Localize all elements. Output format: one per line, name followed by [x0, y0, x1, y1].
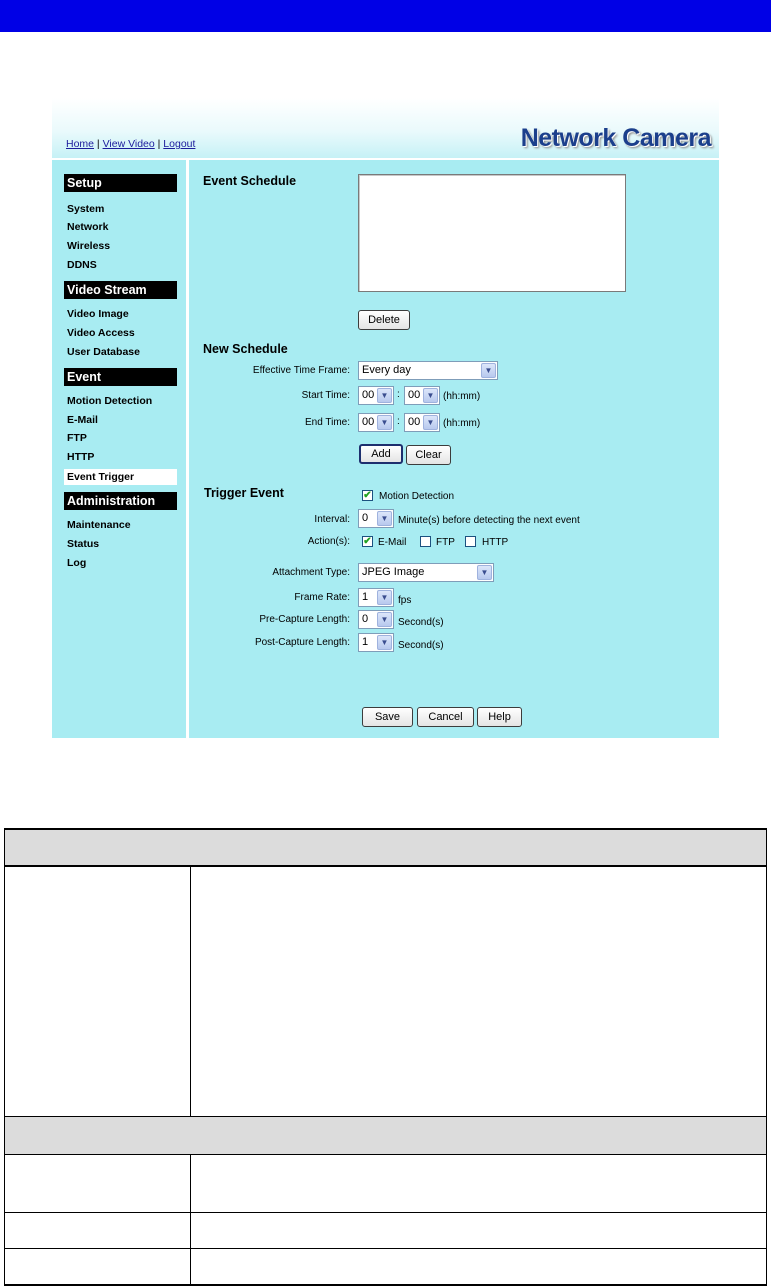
chevron-down-icon: ▼ — [481, 363, 496, 378]
motion-detection-checkbox[interactable]: ✔ — [363, 490, 372, 501]
sidebar-item-wireless[interactable]: Wireless — [67, 240, 111, 252]
help-button[interactable]: Help — [477, 707, 522, 727]
trigger-event-heading: Trigger Event — [204, 486, 284, 500]
pre-capture-length-select[interactable] — [358, 610, 394, 629]
save-button[interactable]: Save — [362, 707, 413, 727]
add-button[interactable]: Add — [359, 444, 403, 464]
start-time-hint: (hh:mm) — [443, 391, 481, 402]
pre-capture-length-value: 0 — [362, 613, 369, 625]
main-content — [192, 160, 719, 738]
chevron-down-icon: ▼ — [423, 388, 438, 403]
pre-capture-unit: Second(s) — [398, 617, 444, 628]
description-table — [4, 828, 767, 1286]
network-camera-logo: Network Camera — [520, 124, 711, 152]
sidebar-item-motion-detection[interactable]: Motion Detection — [67, 395, 153, 407]
sidebar-item-event-trigger[interactable]: Event Trigger — [64, 469, 177, 485]
end-minute-value: 00 — [408, 416, 421, 428]
chevron-down-icon: ▼ — [377, 388, 392, 403]
effective-time-frame-label: Effective Time Frame: — [252, 365, 350, 376]
frame-rate-unit: fps — [398, 595, 412, 606]
table-row — [5, 1212, 767, 1248]
event-schedule-list[interactable] — [358, 174, 626, 292]
end-hour-select[interactable] — [358, 413, 394, 432]
attachment-type-label: Attachment Type: — [272, 567, 350, 578]
sidebar-item-system[interactable]: System — [67, 203, 105, 215]
sidebar-item-http[interactable]: HTTP — [67, 451, 95, 463]
event-schedule-heading: Event Schedule — [203, 174, 297, 188]
effective-time-frame-value: Every day — [362, 364, 411, 376]
clear-button[interactable]: Clear — [406, 445, 451, 465]
chevron-down-icon: ▼ — [377, 635, 392, 650]
start-minute-value: 00 — [408, 389, 421, 401]
attachment-type-select[interactable] — [358, 563, 494, 582]
cancel-button[interactable]: Cancel — [417, 707, 474, 727]
table-row — [5, 866, 767, 1116]
logout-link[interactable]: Logout — [163, 138, 196, 150]
interval-suffix: Minute(s) before detecting the next event — [398, 515, 580, 526]
sidebar-item-log[interactable]: Log — [67, 557, 87, 569]
interval-select[interactable] — [358, 509, 394, 528]
sidebar — [52, 160, 189, 738]
sidebar-item-network[interactable]: Network — [67, 221, 109, 233]
frame-rate-value: 1 — [362, 591, 369, 603]
sidebar-section-administration: Administration — [64, 492, 177, 510]
time-colon: : — [397, 416, 400, 427]
frame-rate-label: Frame Rate: — [294, 592, 350, 603]
sidebar-item-video-access[interactable]: Video Access — [67, 327, 135, 339]
link-separator: | — [94, 138, 103, 150]
post-capture-unit: Second(s) — [398, 640, 444, 651]
chevron-down-icon: ▼ — [477, 565, 492, 580]
interval-label: Interval: — [314, 514, 350, 525]
http-action-label: HTTP — [482, 537, 509, 548]
start-hour-value: 00 — [362, 389, 375, 401]
sidebar-item-user-database[interactable]: User Database — [67, 346, 140, 358]
sidebar-section-event: Event — [64, 368, 177, 386]
start-hour-select[interactable] — [358, 386, 394, 405]
email-action-checkbox[interactable]: ✔ — [363, 536, 372, 547]
chevron-down-icon: ▼ — [423, 415, 438, 430]
table-row — [5, 1154, 767, 1212]
start-minute-select[interactable] — [404, 386, 440, 405]
home-link[interactable]: Home — [66, 138, 95, 150]
ftp-action-label: FTP — [436, 537, 455, 548]
pre-capture-length-label: Pre-Capture Length: — [259, 614, 350, 625]
sidebar-section-setup: Setup — [64, 174, 177, 192]
email-action-label: E-Mail — [378, 537, 407, 548]
end-hour-value: 00 — [362, 416, 375, 428]
sidebar-item-email[interactable]: E-Mail — [67, 414, 98, 426]
end-time-label: End Time: — [304, 417, 350, 428]
table-section-header — [5, 1116, 767, 1154]
top-links — [66, 138, 195, 150]
effective-time-frame-select[interactable] — [358, 361, 498, 380]
http-action-checkbox[interactable] — [465, 536, 476, 547]
new-schedule-heading: New Schedule — [203, 342, 288, 356]
camera-config-screenshot — [52, 98, 719, 738]
sidebar-item-ddns[interactable]: DDNS — [67, 259, 97, 271]
link-separator: | — [154, 138, 164, 150]
post-capture-length-label: Post-Capture Length: — [254, 637, 350, 648]
frame-rate-select[interactable] — [358, 588, 394, 607]
post-capture-length-value: 1 — [362, 636, 369, 648]
motion-detection-label: Motion Detection — [379, 491, 455, 502]
ftp-action-checkbox[interactable] — [420, 536, 431, 547]
attachment-type-value: JPEG Image — [362, 566, 425, 578]
table-section-header — [5, 829, 767, 866]
sidebar-item-maintenance[interactable]: Maintenance — [67, 519, 131, 531]
sidebar-item-ftp[interactable]: FTP — [67, 432, 87, 444]
chevron-down-icon: ▼ — [377, 612, 392, 627]
sidebar-section-video-stream: Video Stream — [64, 281, 177, 299]
chevron-down-icon: ▼ — [377, 415, 392, 430]
actions-label: Action(s): — [307, 536, 350, 547]
start-time-label: Start Time: — [301, 390, 350, 401]
page-header — [52, 98, 719, 160]
delete-button[interactable]: Delete — [358, 310, 410, 330]
table-row — [5, 1248, 767, 1285]
interval-value: 0 — [362, 512, 369, 524]
top-blue-bar — [0, 0, 771, 32]
sidebar-item-status[interactable]: Status — [67, 538, 100, 550]
view-video-link[interactable]: View Video — [102, 138, 155, 150]
post-capture-length-select[interactable] — [358, 633, 394, 652]
time-colon: : — [397, 389, 400, 400]
sidebar-item-video-image[interactable]: Video Image — [67, 308, 129, 320]
end-minute-select[interactable] — [404, 413, 440, 432]
chevron-down-icon: ▼ — [377, 590, 392, 605]
end-time-hint: (hh:mm) — [443, 418, 481, 429]
chevron-down-icon: ▼ — [377, 511, 392, 526]
